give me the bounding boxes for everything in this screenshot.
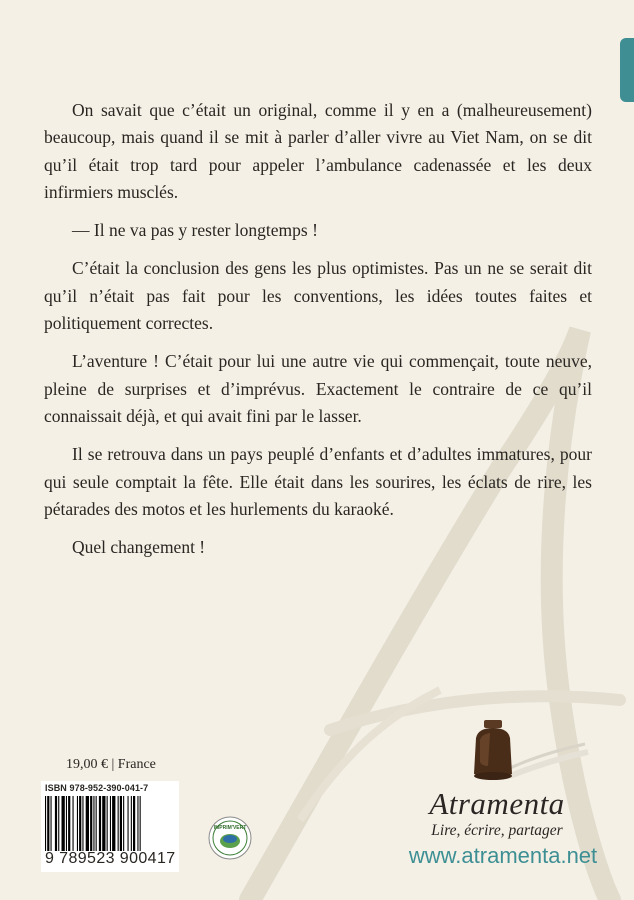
corner-tab [620,38,634,102]
paragraph-5: Il se retrouva dans un pays peuplé d’enfants et d’adultes immatures, pour qui seule comptait la fête. Elle était dans les sourires, les éclats de rire, les pétarades des motos et les hurlements du karaoké. [44,444,592,519]
barcode [41,781,179,872]
barcode-bars [45,796,175,851]
paragraph-2: — Il ne va pas y rester longtemps ! [72,220,318,241]
isbn-label: ISBN 978-952-390-041-7 [45,783,149,793]
publisher-website[interactable]: www.atramenta.net [408,843,598,868]
blurb-text [44,97,592,572]
inkwell-quill-icon [470,716,590,788]
paragraph-1: On savait que c’était un original, comme il y en a (malheureusement) beaucoup, mais quand il se mit à parler d’aller vivre au Viet Nam, on se dit qu’il était trop tard pour appeler l’ambulance cadenassée et les deux infirmiers musclés. [44,100,592,202]
paragraph-6: Quel changement ! [72,537,206,558]
paragraph-4: L’aventure ! C’était pour lui une autre vie qui commençait, toute neuve, pleine de surprises et d’imprévus. Exactement le contraire de ce qu’il connaissait déjà, et qui avait fini par le lasser. [44,351,592,426]
barcode-digits: 9 789523 900417 [45,850,176,867]
price-label: 19,00 € | France [66,757,156,772]
publisher-name: Atramenta [429,786,565,821]
publisher-tagline: Lire, écrire, partager [431,822,563,839]
imprim-vert-seal [208,816,252,860]
seal-label: IMPRIM'VERT [213,825,247,831]
leaf-icon [208,816,252,860]
paragraph-3: C’était la conclusion des gens les plus optimistes. Pas un ne se serait dit qu’il n’était pas fait pour les conventions, les idées toutes faites et politiquement correctes. [44,258,592,334]
